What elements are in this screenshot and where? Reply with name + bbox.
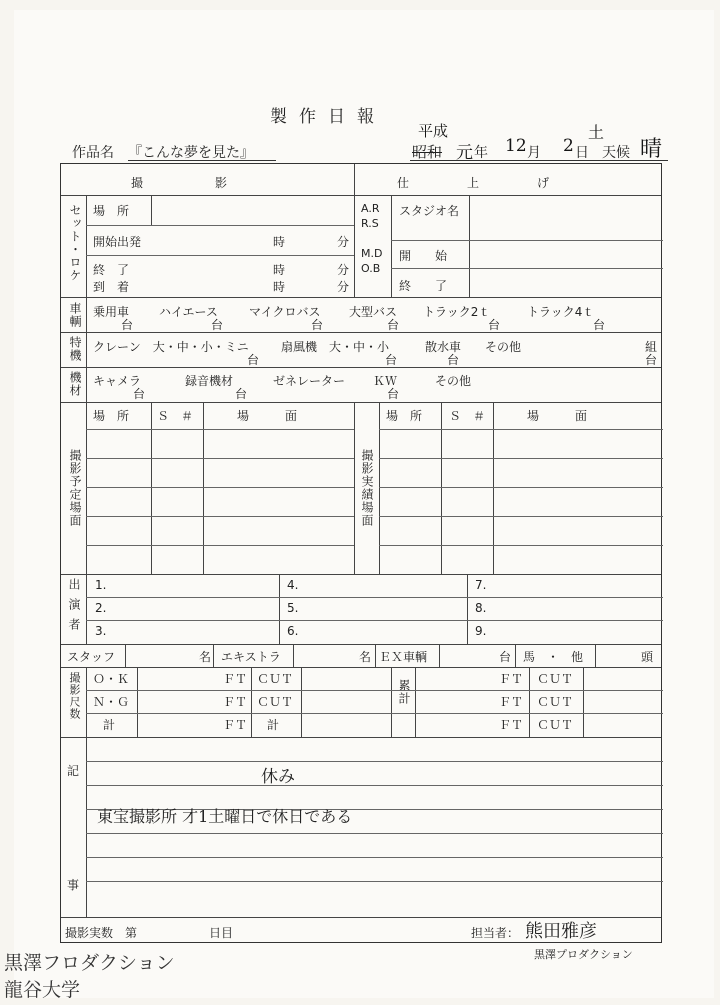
end-label: 終 了 — [93, 263, 130, 277]
finish-section-header: 仕 上 げ — [397, 176, 552, 190]
staff-label: スタッフ — [67, 650, 116, 664]
equip-sound: 録音機材 — [185, 374, 234, 388]
arrive-minute-label: 分 — [337, 280, 350, 294]
report-form — [60, 163, 662, 943]
cum-total-cut: ＣＵＴ — [537, 718, 574, 732]
cast-7: 7. — [475, 578, 487, 592]
actual-scenes-label: 撮影実績場面 — [360, 449, 374, 527]
equip-camera: キャメラ — [93, 374, 142, 388]
special-set-unit-b: 台 — [645, 353, 658, 367]
days-label: 撮影実数 第 — [65, 926, 138, 940]
ok-ft: ＦＴ — [223, 672, 248, 686]
arrive-label: 到 着 — [93, 280, 130, 294]
start-hour-label: 時 — [273, 235, 286, 249]
vehicle-car-unit: 台 — [121, 318, 134, 332]
special-water: 散水車 — [425, 340, 462, 354]
vehicle-truck4t: トラック4ｔ — [527, 305, 595, 319]
planned-place-header: 場 所 — [93, 409, 130, 423]
studio-label: スタジオ名 — [399, 204, 460, 218]
equip-generator: ゼネレーター — [273, 374, 346, 388]
special-set-unit-a: 組 — [645, 340, 658, 354]
vehicle-bus: 大型バス — [349, 305, 398, 319]
weather-value: 晴 — [640, 137, 663, 162]
ob-label: O.B — [361, 262, 381, 275]
notes-line-1: 休み — [261, 767, 295, 787]
special-crane: クレーン 大・中・小・ミニ — [93, 340, 249, 354]
weather-label: 天候 — [602, 145, 630, 161]
place-label: 場 所 — [93, 204, 130, 218]
shuryo-label: 終 了 — [399, 279, 448, 293]
work-name: 『こんな夢を見た』 — [128, 145, 254, 161]
cum-ok-cut: ＣＵＴ — [537, 672, 574, 686]
cumulative-label: 累計 — [397, 679, 411, 705]
special-crane-unit: 台 — [247, 353, 260, 367]
actual-place-header: 場 所 — [386, 409, 423, 423]
era-handwritten: 平成 — [418, 122, 449, 140]
equip-kw: ＫＷ — [373, 374, 398, 388]
horse-label: 馬 ・ 他 — [523, 650, 584, 664]
cum-ng-cut: ＣＵＴ — [537, 695, 574, 709]
notes-label-top: 記 — [67, 764, 80, 778]
month-unit: 月 — [527, 145, 541, 161]
notes-label-bottom: 事 — [67, 878, 80, 892]
footage-total: 計 — [103, 718, 116, 732]
planned-scenes-label: 撮影予定場面 — [68, 449, 82, 527]
special-fan-unit: 台 — [385, 353, 398, 367]
equip-kw-unit: 台 — [387, 387, 400, 401]
cast-8: 8. — [475, 601, 487, 615]
equip-sound-unit: 台 — [235, 387, 248, 401]
cast-label: 出演者 — [67, 578, 81, 638]
extra-unit: 名 — [359, 650, 372, 664]
shoot-section-header: 撮 影 — [131, 176, 230, 190]
actual-s-header: Ｓ ＃ — [449, 409, 486, 423]
person-label: 担当者： — [471, 926, 520, 940]
total-ft: ＦＴ — [223, 718, 248, 732]
cast-2: 2. — [95, 601, 107, 615]
horse-unit: 頭 — [641, 650, 654, 664]
watermark-line1: 黒澤フロダクション — [4, 952, 175, 974]
vehicles-label: 車輌 — [68, 302, 82, 328]
cum-ok-ft: ＦＴ — [499, 672, 524, 686]
month-value: 12 — [505, 136, 527, 156]
rs-label: R.S — [361, 217, 379, 230]
notes-line-2: 東宝撮影所 才1土曜日で休日である — [97, 807, 353, 826]
era-crossed: 昭和 — [412, 143, 443, 161]
ng-ft: ＦＴ — [223, 695, 248, 709]
day-value: 2 — [563, 136, 574, 156]
footage-label: 撮影尺数 — [68, 672, 81, 720]
equip-camera-unit: 台 — [133, 387, 146, 401]
special-label: 特機 — [68, 336, 82, 362]
md-label: M.D — [361, 247, 383, 260]
cast-6: 6. — [287, 624, 299, 638]
vehicle-hiace-unit: 台 — [211, 318, 224, 332]
special-water-unit: 台 — [447, 353, 460, 367]
ar-label: A.R — [361, 202, 380, 215]
ex-vehicle-label: ＥＸ車輌 — [379, 650, 428, 664]
total-cut: 計 — [267, 718, 280, 732]
date-underline — [410, 160, 668, 161]
year-value: 元 — [456, 143, 473, 163]
company-name: 黒澤プロダクション — [534, 948, 633, 961]
footage-ng: Ｎ・Ｇ — [93, 695, 130, 709]
cast-4: 4. — [287, 578, 299, 592]
extra-label: エキストラ — [221, 650, 281, 664]
ex-vehicle-unit: 台 — [499, 650, 512, 664]
vehicle-car: 乗用車 — [93, 305, 130, 319]
work-label: 作品名 — [72, 145, 114, 161]
vehicle-truck2t: トラック2ｔ — [423, 305, 491, 319]
special-fan: 扇風機 大・中・小 — [281, 340, 390, 354]
cast-9: 9. — [475, 624, 487, 638]
arrive-hour-label: 時 — [273, 280, 286, 294]
start-minute-label: 分 — [337, 235, 350, 249]
footage-ok: Ｏ・Ｋ — [93, 672, 130, 686]
planned-s-header: Ｓ ＃ — [157, 409, 194, 423]
end-hour-label: 時 — [273, 263, 286, 277]
cum-ng-ft: ＦＴ — [499, 695, 524, 709]
equip-other: その他 — [435, 374, 472, 388]
vehicle-bus-unit: 台 — [387, 318, 400, 332]
weekday-value: 土 — [588, 123, 605, 142]
set-loca-label: セット・ロケ — [68, 204, 82, 282]
ok-cut: ＣＵＴ — [257, 672, 294, 686]
cast-5: 5. — [287, 601, 299, 615]
vehicle-hiace: ハイエース — [159, 305, 218, 319]
person-name: 熊田雅彦 — [525, 921, 597, 942]
cast-3: 3. — [95, 624, 107, 638]
vehicle-microbus-unit: 台 — [311, 318, 324, 332]
document-title: 製作日報 — [270, 107, 386, 127]
vehicle-truck2t-unit: 台 — [488, 318, 501, 332]
vehicle-truck4t-unit: 台 — [593, 318, 606, 332]
year-unit: 年 — [474, 145, 488, 161]
cum-total-ft: ＦＴ — [499, 718, 524, 732]
actual-scene-header: 場 面 — [527, 409, 588, 423]
vehicle-microbus: マイクロバス — [249, 305, 321, 319]
staff-unit: 名 — [199, 650, 212, 664]
planned-scene-header: 場 面 — [237, 409, 298, 423]
day-unit: 日 — [575, 145, 589, 161]
watermark-line2: 龍谷大学 — [4, 979, 81, 1001]
start-depart-label: 開始出発 — [93, 235, 142, 249]
days-unit: 日目 — [209, 926, 234, 940]
equipment-label: 機材 — [68, 371, 82, 397]
end-minute-label: 分 — [337, 263, 350, 277]
kaishi-label: 開 始 — [399, 249, 448, 263]
ng-cut: ＣＵＴ — [257, 695, 294, 709]
special-other: その他 — [485, 340, 522, 354]
cast-1: 1. — [95, 578, 107, 592]
work-underline — [128, 160, 276, 161]
